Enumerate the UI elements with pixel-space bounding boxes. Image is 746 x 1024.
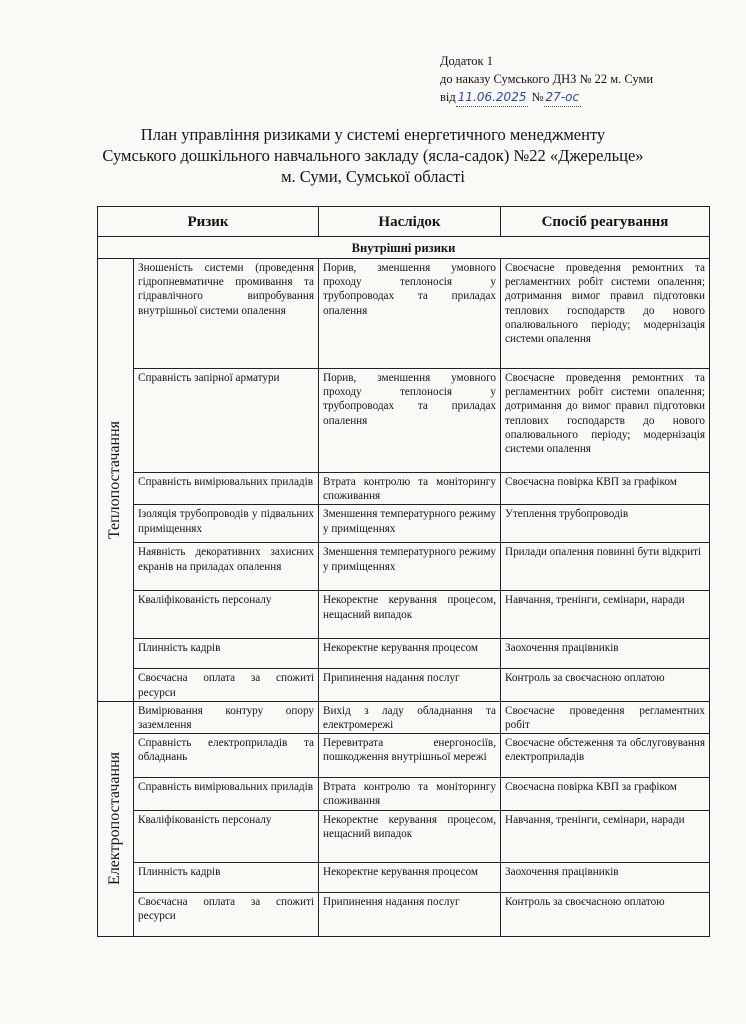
table-row [98,639,710,669]
handwritten-order-number: 27-ос [544,88,582,107]
appendix-header [440,52,653,107]
risk-cell: Ізоляція трубопроводів у підвальних приміщеннях [134,505,319,543]
consequence-cell: Некоректне керування процесом, нещасний випадок [319,591,501,639]
section-row [98,237,710,259]
risk-cell: Наявність декоративних захисних екранів на приладах опалення [134,543,319,591]
consequence-cell: Некоректне керування процесом, нещасний випадок [319,810,501,862]
number-prefix: № [531,90,544,104]
risk-cell: Плинність кадрів [134,639,319,669]
risk-cell: Вимірювання контуру опору заземлення [134,701,319,733]
group-label-cell [98,259,134,702]
consequence-cell: Вихід з ладу обладнання та електромережі [319,701,501,733]
response-cell: Навчання, тренінги, семінари, наради [501,810,710,862]
response-cell: Утеплення трубопроводів [501,505,710,543]
table-row [98,892,710,936]
consequence-cell: Припинення надання послуг [319,892,501,936]
group-label: Теплопостачання [106,420,124,539]
header-response: Спосіб реагування [501,207,710,237]
risk-cell: Справність запірної арматури [134,369,319,473]
consequence-cell: Перевитрата енергоносіїв, пошкодження внутрішньої мережі [319,734,501,778]
consequence-cell: Припинення надання послуг [319,669,501,701]
consequence-cell: Некоректне керування процесом [319,862,501,892]
consequence-cell: Некоректне керування процесом [319,639,501,669]
risk-cell: Кваліфікованість персоналу [134,591,319,639]
consequence-cell: Втрата контролю та моніторингу споживання [319,473,501,505]
table-row [98,259,710,369]
title-line-3: м. Суми, Сумської області [281,167,465,186]
table-row [98,778,710,810]
table-row [98,810,710,862]
risk-cell: Зношеність системи (проведення гідропневматичне промивання та гідравлічного випробування внутрішньої системи опалення [134,259,319,369]
table-body [98,237,710,937]
consequence-cell: Порив, зменшення умовного проходу теплоносія у трубопроводах та приладах опалення [319,369,501,473]
response-cell: Своєчасне проведення ремонтних та регламентних робіт системи опалення; дотримання до вимог правил підготовки теплових господарств до нового опалювального періоду; модернізація системи опалення [501,369,710,473]
table-row [98,669,710,701]
document-title [0,124,746,187]
risk-cell: Справність вимірювальних приладів [134,778,319,810]
consequence-cell: Зменшення температурного режиму у приміщеннях [319,543,501,591]
risk-cell: Кваліфікованість персоналу [134,810,319,862]
header-consequence: Наслідок [319,207,501,237]
response-cell: Своєчасна повірка КВП за графіком [501,778,710,810]
response-cell: Заохочення працівників [501,639,710,669]
group-label: Електропостачання [106,752,124,886]
appendix-order-reference: до наказу Сумського ДНЗ № 22 м. Суми [440,72,654,86]
table-row [98,591,710,639]
table-row [98,701,710,733]
table-row [98,862,710,892]
consequence-cell: Зменшення температурного режиму у приміщеннях [319,505,501,543]
response-cell: Прилади опалення повинні бути відкриті [501,543,710,591]
risk-cell: Своєчасна оплата за спожиті ресурси [134,669,319,701]
table-row [98,369,710,473]
risk-management-table [97,206,710,937]
title-line-1: План управління ризиками у системі енергетичного менеджменту [140,125,606,144]
consequence-cell: Втрата контролю та моніторингу споживання [319,778,501,810]
response-cell: Своєчасне проведення регламентних робіт [501,701,710,733]
appendix-date-line [440,88,653,107]
response-cell: Контроль за своєчасною оплатою [501,669,710,701]
table-row [98,473,710,505]
table-row [98,543,710,591]
response-cell: Своєчасне обстеження та обслуговування електроприладів [501,734,710,778]
risk-cell: Справність вимірювальних приладів [134,473,319,505]
response-cell: Навчання, тренінги, семінари, наради [501,591,710,639]
response-cell: Своєчасна повірка КВП за графіком [501,473,710,505]
appendix-title: Додаток 1 [440,54,493,68]
risk-cell: Своєчасна оплата за спожиті ресурси [134,892,319,936]
title-line-2: Сумського дошкільного навчального закладу (ясла-садок) №22 «Джерельце» [102,146,644,165]
from-prefix: від [440,90,456,104]
section-internal-risks: Внутрішні ризики [98,237,710,259]
risk-cell: Плинність кадрів [134,862,319,892]
header-risk: Ризик [98,207,319,237]
handwritten-date: 11.06.2025 [456,88,529,107]
group-label-cell [98,701,134,936]
table-row [98,734,710,778]
response-cell: Заохочення працівників [501,862,710,892]
response-cell: Контроль за своєчасною оплатою [501,892,710,936]
table-row [98,505,710,543]
consequence-cell: Порив, зменшення умовного проходу теплоносія у трубопроводах та приладах опалення [319,259,501,369]
response-cell: Своєчасне проведення ремонтних та регламентних робіт системи опалення; дотримання вимог правил підготовки теплових господарств до нового опалювального періоду; модернізація системи опалення [501,259,710,369]
table-header-row [98,207,710,237]
risk-cell: Справність електроприладів та обладнань [134,734,319,778]
